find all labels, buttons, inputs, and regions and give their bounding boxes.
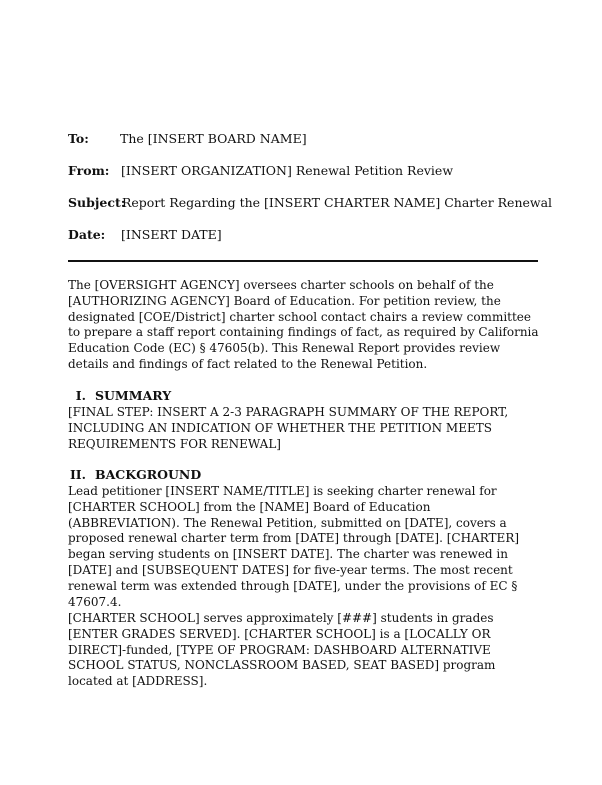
date-value: [INSERT DATE] — [121, 227, 222, 242]
section-heading-summary — [68, 388, 171, 403]
section-number: II. — [69, 467, 86, 482]
header-divider — [68, 260, 538, 262]
memo-date-row — [68, 227, 222, 242]
summary-paragraph: [FINAL STEP: INSERT A 2-3 PARAGRAPH SUMMARY OF THE REPORT, INCLUDING AN INDICATION OF WHETHER THE PETITION MEETS REQUIREMENTS FOR RENEWAL] — [68, 405, 509, 451]
section-title: SUMMARY — [95, 388, 172, 403]
section-title: BACKGROUND — [95, 467, 202, 482]
to-label: To: — [68, 131, 89, 146]
from-value: [INSERT ORGANIZATION] Renewal Petition Review — [121, 163, 454, 178]
section-number: I. — [75, 388, 86, 403]
background-paragraph-2: [CHARTER SCHOOL] serves approximately [###] students in grades [ENTER GRADES SERVED]. [CHARTER SCHOOL] is a [LOCALLY OR DIRECT]-funded, [TYPE OF PROGRAM: DASHBOARD ALTERNATIVE SCHOOL STATUS, NONCLASSROOM BASED, SEAT BASED] program located at [ADDRESS]. — [68, 611, 496, 689]
subject-value: Report Regarding the [INSERT CHARTER NAME] Charter Renewal — [122, 195, 553, 210]
memo-from-row — [68, 163, 453, 178]
date-label: Date: — [68, 227, 106, 242]
intro-paragraph: The [OVERSIGHT AGENCY] oversees charter schools on behalf of the [AUTHORIZING AGENCY] Board of Education. For petition review, the designated [COE/District] charter school contact chairs a review committee to prepare a staff report containing findings of fact, as required by California Education Code (EC) § 47605(b). This Renewal Report provides review details and findings of fact related to the Renewal Petition. — [68, 278, 539, 371]
memo-subject-row — [68, 195, 552, 210]
from-label: From: — [68, 163, 110, 178]
section-heading-background — [68, 467, 201, 482]
to-value: The [INSERT BOARD NAME] — [120, 131, 307, 146]
memo-to-row — [68, 131, 307, 146]
subject-label: Subject: — [68, 195, 126, 210]
background-paragraph-1: Lead petitioner [INSERT NAME/TITLE] is seeking charter renewal for [CHARTER SCHOOL] from the [NAME] Board of Education (ABBREVIATION). The Renewal Petition, submitted on [DATE], covers a proposed renewal charter term from [DATE] through [DATE]. [CHARTER] began serving students on [INSERT DATE]. The charter was renewed in [DATE] and [SUBSEQUENT DATES] for five-year terms. The most recent renewal term was extended through [DATE], under the provisions of EC § 47607.4. — [68, 484, 520, 609]
